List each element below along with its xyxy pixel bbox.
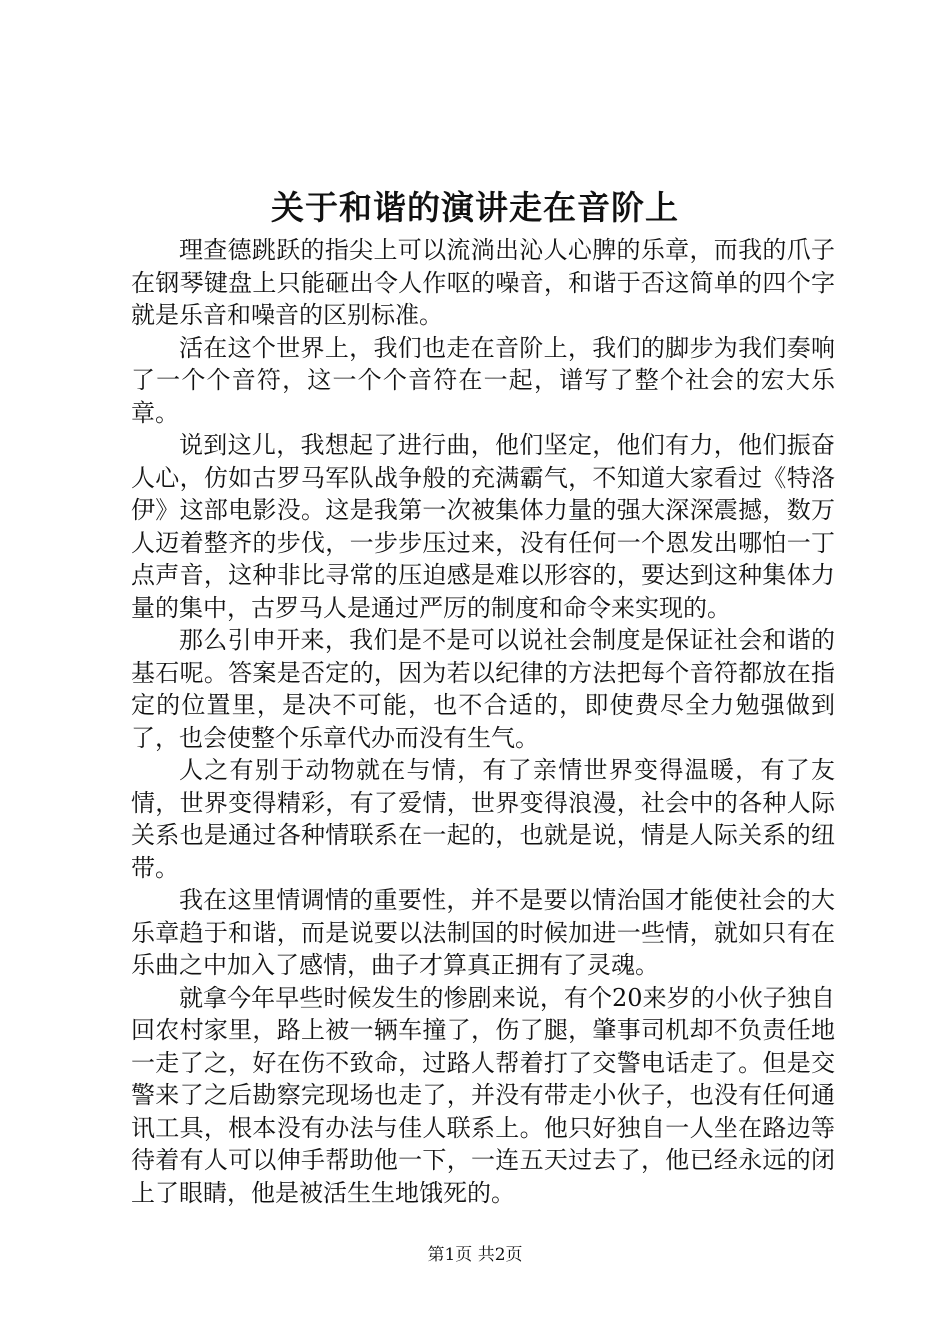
document-title: 关于和谐的演讲走在音阶上 (271, 188, 679, 227)
paragraph: 理查德跳跃的指尖上可以流淌出沁人心脾的乐章，而我的爪子在钢琴键盘上只能砸出令人作呕的噪音，和谐于否这简单的四个字就是乐音和噪音的区别标准。 (131, 236, 835, 329)
paragraph: 那么引申开来，我们是不是可以说社会制度是保证社会和谐的基石呢。答案是否定的，因为若以纪律的方法把每个音符都放在指定的位置里，是决不可能，也不合适的，即使费尽全力勉强做到了，也会使整个乐章代办而没有生气。 (131, 626, 835, 752)
paragraph: 人之有别于动物就在与情，有了亲情世界变得温暖，有了友情，世界变得精彩，有了爱情，世界变得浪漫，社会中的各种人际关系也是通过各种情联系在一起的，也就是说，情是人际关系的纽带。 (131, 756, 835, 882)
paragraph: 活在这个世界上，我们也走在音阶上，我们的脚步为我们奏响了一个个音符，这一个个音符在一起，谱写了整个社会的宏大乐章。 (131, 333, 835, 427)
paragraph: 我在这里情调情的重要性，并不是要以情治国才能使社会的大乐章趋于和谐，而是说要以法制国的时候加进一些情，就如只有在乐曲之中加入了感情，曲子才算真正拥有了灵魂。 (131, 886, 835, 979)
page-number-footer: 第1页 共2页 (427, 1245, 523, 1265)
paragraph: 说到这儿，我想起了进行曲，他们坚定，他们有力，他们振奋人心，仿如古罗马军队战争般的充满霸气，不知道大家看过《特洛伊》这部电影没。这是我第一次被集体力量的强大深深震撼，数万人迈着整齐的步伐，一步步压过来，没有任何一个恩发出哪怕一丁点声音，这种非比寻常的压迫感是难以形容的，要达到这种集体力量的集中，古罗马人是通过严厉的制度和命令来实现的。 (131, 431, 835, 622)
paragraph: 就拿今年早些时候发生的惨剧来说，有个20来岁的小伙子独自回农村家里，路上被一辆车撞了，伤了腿，肇事司机却不负责任地一走了之，好在伤不致命，过路人帮着打了交警电话走了。但是交警来了之后勘察完现场也走了，并没有带走小伙子，也没有任何通讯工具，根本没有办法与佳人联系上。他只好独自一人坐在路边等待着有人可以伸手帮助他一下，一连五天过去了，他已经永远的闭上了眼睛，他是被活生生地饿死的。 (131, 983, 835, 1207)
document-body (131, 234, 835, 1209)
